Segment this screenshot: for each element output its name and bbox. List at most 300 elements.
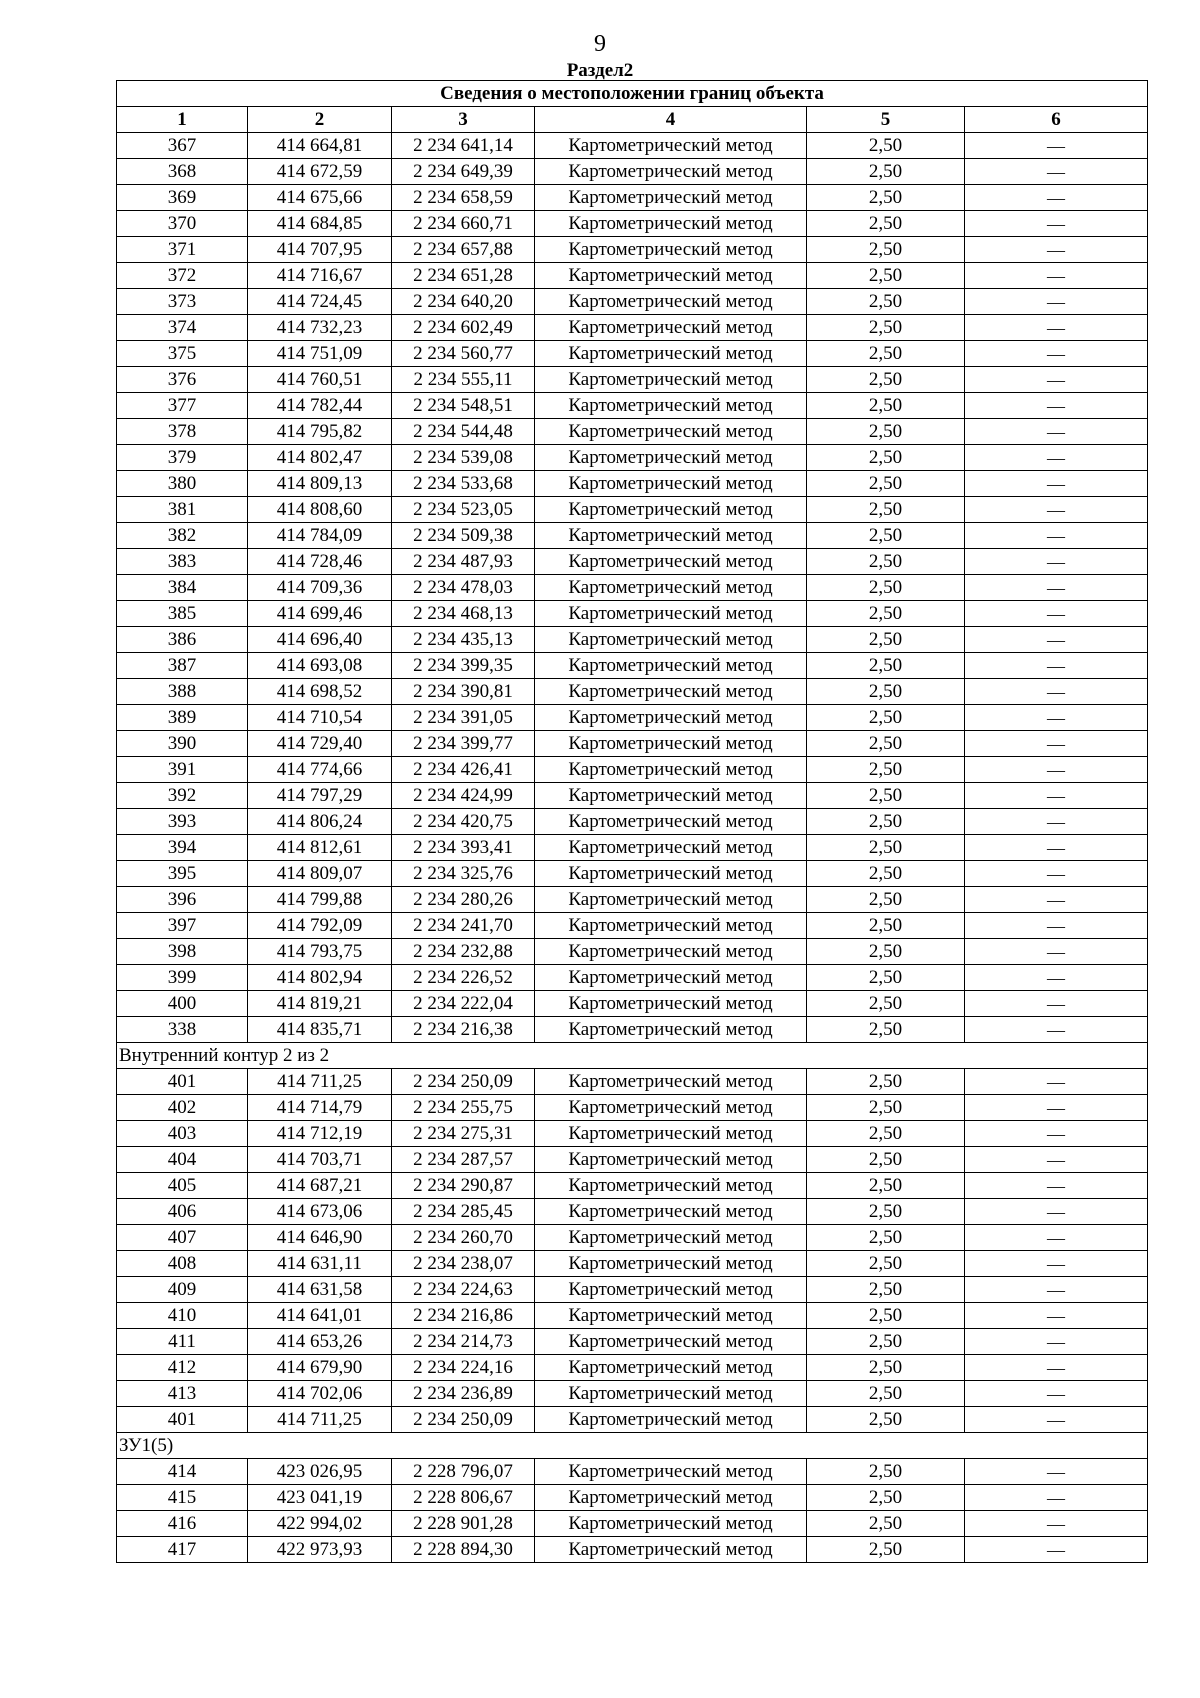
point-number-cell: 376 [117,367,248,393]
method-cell: Картометрический метод [535,705,807,731]
x-coordinate-cell: 414 710,54 [248,705,392,731]
description-cell: — [965,1199,1148,1225]
y-coordinate-cell: 2 234 548,51 [392,393,535,419]
description-cell: — [965,1355,1148,1381]
accuracy-cell: 2,50 [807,497,965,523]
table-row [117,965,1148,991]
x-coordinate-cell: 414 760,51 [248,367,392,393]
section-label: Раздел2 [566,60,634,81]
point-number-cell: 381 [117,497,248,523]
accuracy-cell: 2,50 [807,1173,965,1199]
description-cell: — [965,393,1148,419]
accuracy-cell: 2,50 [807,1069,965,1095]
x-coordinate-cell: 414 702,06 [248,1381,392,1407]
description-cell: — [965,705,1148,731]
x-coordinate-cell: 414 793,75 [248,939,392,965]
x-coordinate-cell: 414 709,36 [248,575,392,601]
y-coordinate-cell: 2 234 420,75 [392,809,535,835]
table-row [117,653,1148,679]
method-cell: Картометрический метод [535,523,807,549]
description-cell: — [965,549,1148,575]
y-coordinate-cell: 2 234 390,81 [392,679,535,705]
x-coordinate-cell: 414 792,09 [248,913,392,939]
description-cell: — [965,1407,1148,1433]
column-number: 1 [117,107,248,133]
method-cell: Картометрический метод [535,1511,807,1537]
point-number-cell: 377 [117,393,248,419]
description-cell: — [965,887,1148,913]
table-row [117,731,1148,757]
method-cell: Картометрический метод [535,1277,807,1303]
description-cell: — [965,159,1148,185]
accuracy-cell: 2,50 [807,1329,965,1355]
x-coordinate-cell: 414 631,58 [248,1277,392,1303]
x-coordinate-cell: 414 782,44 [248,393,392,419]
table-row [117,237,1148,263]
y-coordinate-cell: 2 234 241,70 [392,913,535,939]
description-cell: — [965,861,1148,887]
method-cell: Картометрический метод [535,367,807,393]
x-coordinate-cell: 414 679,90 [248,1355,392,1381]
point-number-cell: 387 [117,653,248,679]
point-number-cell: 374 [117,315,248,341]
x-coordinate-cell: 414 698,52 [248,679,392,705]
point-number-cell: 400 [117,991,248,1017]
table-row [117,289,1148,315]
y-coordinate-cell: 2 234 478,03 [392,575,535,601]
table-row [117,1355,1148,1381]
accuracy-cell: 2,50 [807,939,965,965]
accuracy-cell: 2,50 [807,1225,965,1251]
x-coordinate-cell: 414 799,88 [248,887,392,913]
column-number: 4 [535,107,807,133]
description-cell: — [965,913,1148,939]
x-coordinate-cell: 423 026,95 [248,1459,392,1485]
table-row [117,835,1148,861]
y-coordinate-cell: 2 234 555,11 [392,367,535,393]
x-coordinate-cell: 423 041,19 [248,1485,392,1511]
x-coordinate-cell: 414 703,71 [248,1147,392,1173]
y-coordinate-cell: 2 234 435,13 [392,627,535,653]
column-number: 6 [965,107,1148,133]
point-number-cell: 370 [117,211,248,237]
y-coordinate-cell: 2 234 287,57 [392,1147,535,1173]
y-coordinate-cell: 2 234 424,99 [392,783,535,809]
point-number-cell: 371 [117,237,248,263]
method-cell: Картометрический метод [535,1485,807,1511]
point-number-cell: 412 [117,1355,248,1381]
table-row [117,419,1148,445]
accuracy-cell: 2,50 [807,367,965,393]
x-coordinate-cell: 414 712,19 [248,1121,392,1147]
y-coordinate-cell: 2 234 660,71 [392,211,535,237]
accuracy-cell: 2,50 [807,133,965,159]
x-coordinate-cell: 414 729,40 [248,731,392,757]
description-cell: — [965,1537,1148,1563]
method-cell: Картометрический метод [535,679,807,705]
y-coordinate-cell: 2 234 399,35 [392,653,535,679]
description-cell: — [965,341,1148,367]
table-row [117,1225,1148,1251]
x-coordinate-cell: 414 675,66 [248,185,392,211]
table-row [117,1537,1148,1563]
y-coordinate-cell: 2 228 806,67 [392,1485,535,1511]
method-cell: Картометрический метод [535,757,807,783]
method-cell: Картометрический метод [535,1199,807,1225]
y-coordinate-cell: 2 234 657,88 [392,237,535,263]
x-coordinate-cell: 414 646,90 [248,1225,392,1251]
point-number-cell: 401 [117,1407,248,1433]
description-cell: — [965,1121,1148,1147]
accuracy-cell: 2,50 [807,237,965,263]
method-cell: Картометрический метод [535,887,807,913]
method-cell: Картометрический метод [535,263,807,289]
y-coordinate-cell: 2 234 426,41 [392,757,535,783]
accuracy-cell: 2,50 [807,1251,965,1277]
x-coordinate-cell: 414 728,46 [248,549,392,575]
x-coordinate-cell: 422 994,02 [248,1511,392,1537]
point-number-cell: 409 [117,1277,248,1303]
method-cell: Картометрический метод [535,913,807,939]
description-cell: — [965,211,1148,237]
accuracy-cell: 2,50 [807,1199,965,1225]
method-cell: Картометрический метод [535,1459,807,1485]
method-cell: Картометрический метод [535,1381,807,1407]
table-row [117,471,1148,497]
accuracy-cell: 2,50 [807,887,965,913]
description-cell: — [965,627,1148,653]
x-coordinate-cell: 414 724,45 [248,289,392,315]
table-row [117,1511,1148,1537]
point-number-cell: 378 [117,419,248,445]
accuracy-cell: 2,50 [807,549,965,575]
method-cell: Картометрический метод [535,991,807,1017]
description-cell: — [965,1069,1148,1095]
description-cell: — [965,575,1148,601]
point-number-cell: 415 [117,1485,248,1511]
method-cell: Картометрический метод [535,471,807,497]
method-cell: Картометрический метод [535,1147,807,1173]
y-coordinate-cell: 2 234 399,77 [392,731,535,757]
accuracy-cell: 2,50 [807,523,965,549]
y-coordinate-cell: 2 234 250,09 [392,1407,535,1433]
method-cell: Картометрический метод [535,575,807,601]
accuracy-cell: 2,50 [807,705,965,731]
x-coordinate-cell: 414 809,13 [248,471,392,497]
x-coordinate-cell: 414 699,46 [248,601,392,627]
accuracy-cell: 2,50 [807,835,965,861]
accuracy-cell: 2,50 [807,419,965,445]
description-cell: — [965,965,1148,991]
method-cell: Картометрический метод [535,1537,807,1563]
description-cell: — [965,679,1148,705]
x-coordinate-cell: 414 641,01 [248,1303,392,1329]
method-cell: Картометрический метод [535,809,807,835]
accuracy-cell: 2,50 [807,913,965,939]
accuracy-cell: 2,50 [807,341,965,367]
description-cell: — [965,1251,1148,1277]
accuracy-cell: 2,50 [807,1017,965,1043]
table-row [117,1147,1148,1173]
accuracy-cell: 2,50 [807,861,965,887]
column-number: 3 [392,107,535,133]
table-row [117,757,1148,783]
table-row [117,315,1148,341]
accuracy-cell: 2,50 [807,1277,965,1303]
point-number-cell: 411 [117,1329,248,1355]
x-coordinate-cell: 414 696,40 [248,627,392,653]
x-coordinate-cell: 414 774,66 [248,757,392,783]
x-coordinate-cell: 414 797,29 [248,783,392,809]
description-cell: — [965,1017,1148,1043]
method-cell: Картометрический метод [535,653,807,679]
description-cell: — [965,1511,1148,1537]
y-coordinate-cell: 2 234 391,05 [392,705,535,731]
accuracy-cell: 2,50 [807,731,965,757]
y-coordinate-cell: 2 234 509,38 [392,523,535,549]
x-coordinate-cell: 414 707,95 [248,237,392,263]
column-number: 5 [807,107,965,133]
x-coordinate-cell: 414 784,09 [248,523,392,549]
point-number-cell: 379 [117,445,248,471]
accuracy-cell: 2,50 [807,159,965,185]
table-row [117,1173,1148,1199]
description-cell: — [965,445,1148,471]
method-cell: Картометрический метод [535,1251,807,1277]
method-cell: Картометрический метод [535,393,807,419]
x-coordinate-cell: 414 732,23 [248,315,392,341]
table-title-row [117,81,1148,107]
y-coordinate-cell: 2 234 224,63 [392,1277,535,1303]
point-number-cell: 395 [117,861,248,887]
accuracy-cell: 2,50 [807,393,965,419]
point-number-cell: 407 [117,1225,248,1251]
y-coordinate-cell: 2 234 468,13 [392,601,535,627]
accuracy-cell: 2,50 [807,445,965,471]
point-number-cell: 397 [117,913,248,939]
y-coordinate-cell: 2 234 487,93 [392,549,535,575]
point-number-cell: 384 [117,575,248,601]
y-coordinate-cell: 2 228 901,28 [392,1511,535,1537]
description-cell: — [965,783,1148,809]
point-number-cell: 402 [117,1095,248,1121]
accuracy-cell: 2,50 [807,1407,965,1433]
description-cell: — [965,315,1148,341]
accuracy-cell: 2,50 [807,1459,965,1485]
table-row [117,1017,1148,1043]
method-cell: Картометрический метод [535,133,807,159]
x-coordinate-cell: 414 714,79 [248,1095,392,1121]
point-number-cell: 369 [117,185,248,211]
y-coordinate-cell: 2 234 222,04 [392,991,535,1017]
x-coordinate-cell: 414 751,09 [248,341,392,367]
method-cell: Картометрический метод [535,289,807,315]
y-coordinate-cell: 2 234 393,41 [392,835,535,861]
method-cell: Картометрический метод [535,549,807,575]
accuracy-cell: 2,50 [807,809,965,835]
point-number-cell: 416 [117,1511,248,1537]
y-coordinate-cell: 2 234 560,77 [392,341,535,367]
y-coordinate-cell: 2 234 523,05 [392,497,535,523]
table-row [117,861,1148,887]
method-cell: Картометрический метод [535,783,807,809]
column-number: 2 [248,107,392,133]
description-cell: — [965,1277,1148,1303]
accuracy-cell: 2,50 [807,1355,965,1381]
method-cell: Картометрический метод [535,939,807,965]
x-coordinate-cell: 414 673,06 [248,1199,392,1225]
table-row [117,393,1148,419]
method-cell: Картометрический метод [535,731,807,757]
description-cell: — [965,601,1148,627]
accuracy-cell: 2,50 [807,679,965,705]
method-cell: Картометрический метод [535,601,807,627]
contour-label: Внутренний контур 2 из 2 [117,1043,1148,1069]
table-row [117,705,1148,731]
table-row [117,601,1148,627]
table-row [117,1459,1148,1485]
x-coordinate-cell: 414 711,25 [248,1069,392,1095]
point-number-cell: 394 [117,835,248,861]
x-coordinate-cell: 414 631,11 [248,1251,392,1277]
accuracy-cell: 2,50 [807,1511,965,1537]
accuracy-cell: 2,50 [807,965,965,991]
accuracy-cell: 2,50 [807,575,965,601]
description-cell: — [965,1329,1148,1355]
accuracy-cell: 2,50 [807,289,965,315]
accuracy-cell: 2,50 [807,1537,965,1563]
x-coordinate-cell: 414 716,67 [248,263,392,289]
point-number-cell: 367 [117,133,248,159]
table-row [117,1199,1148,1225]
table-row [117,1095,1148,1121]
description-cell: — [965,133,1148,159]
accuracy-cell: 2,50 [807,991,965,1017]
description-cell: — [965,1095,1148,1121]
description-cell: — [965,289,1148,315]
table-row [117,1121,1148,1147]
x-coordinate-cell: 414 835,71 [248,1017,392,1043]
method-cell: Картометрический метод [535,1173,807,1199]
description-cell: — [965,653,1148,679]
point-number-cell: 398 [117,939,248,965]
y-coordinate-cell: 2 234 255,75 [392,1095,535,1121]
description-cell: — [965,1147,1148,1173]
table-row [117,133,1148,159]
contour-label-row [117,1043,1148,1069]
table-body [117,133,1148,1563]
method-cell: Картометрический метод [535,1069,807,1095]
accuracy-cell: 2,50 [807,653,965,679]
description-cell: — [965,1459,1148,1485]
y-coordinate-cell: 2 234 216,86 [392,1303,535,1329]
accuracy-cell: 2,50 [807,211,965,237]
accuracy-cell: 2,50 [807,1381,965,1407]
table-row [117,445,1148,471]
x-coordinate-cell: 414 802,94 [248,965,392,991]
table-row [117,549,1148,575]
description-cell: — [965,1173,1148,1199]
point-number-cell: 372 [117,263,248,289]
contour-label-row [117,1433,1148,1459]
description-cell: — [965,1485,1148,1511]
y-coordinate-cell: 2 234 275,31 [392,1121,535,1147]
table-row [117,913,1148,939]
x-coordinate-cell: 414 684,85 [248,211,392,237]
method-cell: Картометрический метод [535,159,807,185]
method-cell: Картометрический метод [535,497,807,523]
table-row [117,991,1148,1017]
method-cell: Картометрический метод [535,965,807,991]
point-number-cell: 401 [117,1069,248,1095]
x-coordinate-cell: 422 973,93 [248,1537,392,1563]
method-cell: Картометрический метод [535,1355,807,1381]
point-number-cell: 382 [117,523,248,549]
table-row [117,263,1148,289]
x-coordinate-cell: 414 693,08 [248,653,392,679]
table-row [117,341,1148,367]
y-coordinate-cell: 2 234 250,09 [392,1069,535,1095]
x-coordinate-cell: 414 802,47 [248,445,392,471]
table-row [117,809,1148,835]
table-row [117,497,1148,523]
accuracy-cell: 2,50 [807,315,965,341]
point-number-cell: 385 [117,601,248,627]
accuracy-cell: 2,50 [807,1147,965,1173]
table-row [117,679,1148,705]
description-cell: — [965,419,1148,445]
description-cell: — [965,991,1148,1017]
accuracy-cell: 2,50 [807,471,965,497]
accuracy-cell: 2,50 [807,627,965,653]
point-number-cell: 413 [117,1381,248,1407]
table-row [117,1251,1148,1277]
point-number-cell: 338 [117,1017,248,1043]
description-cell: — [965,367,1148,393]
description-cell: — [965,471,1148,497]
method-cell: Картометрический метод [535,1407,807,1433]
accuracy-cell: 2,50 [807,1095,965,1121]
y-coordinate-cell: 2 234 649,39 [392,159,535,185]
x-coordinate-cell: 414 687,21 [248,1173,392,1199]
y-coordinate-cell: 2 234 325,76 [392,861,535,887]
description-cell: — [965,809,1148,835]
point-number-cell: 396 [117,887,248,913]
point-number-cell: 388 [117,679,248,705]
point-number-cell: 383 [117,549,248,575]
point-number-cell: 405 [117,1173,248,1199]
y-coordinate-cell: 2 234 232,88 [392,939,535,965]
method-cell: Картометрический метод [535,419,807,445]
x-coordinate-cell: 414 653,26 [248,1329,392,1355]
method-cell: Картометрический метод [535,835,807,861]
y-coordinate-cell: 2 234 533,68 [392,471,535,497]
method-cell: Картометрический метод [535,861,807,887]
accuracy-cell: 2,50 [807,185,965,211]
method-cell: Картометрический метод [535,1017,807,1043]
description-cell: — [965,835,1148,861]
description-cell: — [965,1225,1148,1251]
y-coordinate-cell: 2 234 290,87 [392,1173,535,1199]
point-number-cell: 417 [117,1537,248,1563]
accuracy-cell: 2,50 [807,263,965,289]
method-cell: Картометрический метод [535,237,807,263]
table-row [117,627,1148,653]
table-row [117,159,1148,185]
table-row [117,1407,1148,1433]
point-number-cell: 375 [117,341,248,367]
point-number-cell: 392 [117,783,248,809]
